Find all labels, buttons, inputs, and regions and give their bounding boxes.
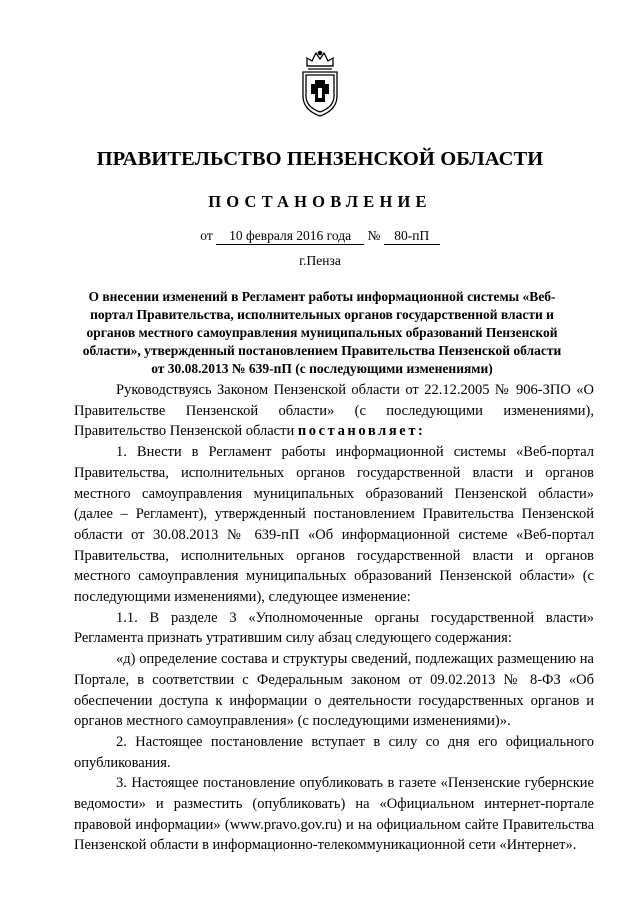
penza-coat-of-arms-icon <box>296 50 344 118</box>
quoted-paragraph: «д) определение состава и структуры сведений, подлежащих размещению на Портале, в соответствии с Федеральным законом от 09.02.2013 № 8-ФЗ «Об обеспечении доступа к информации о деятельности государственных органов и органов местного самоуправления» (с последующими изменениями)». <box>74 651 594 730</box>
city: г.Пенза <box>299 253 341 268</box>
document-date: 10 февраля 2016 года <box>216 228 364 245</box>
government-name: ПРАВИТЕЛЬСТВО ПЕНЗЕНСКОЙ ОБЛАСТИ <box>96 148 544 170</box>
from-label: от <box>200 228 213 243</box>
document-body <box>74 380 594 856</box>
intro-text: Руководствуясь Законом Пензенской области от 22.12.2005 № 906-ЗПО «О Правительстве Пензенской области» (с последующими изменениями), Правительство Пензенской области <box>74 382 594 440</box>
paragraph-3: 3. Настоящее постановление опубликовать в газете «Пензенские губернские ведомости» и разместить (опубликовать) на «Официальном интернет-портале правовой информации» (www.pravo.gov.ru) и на официальном сайте Правительства Пензенской области в информационно-телекоммуникационной сети «Интернет». <box>74 775 594 854</box>
resolution-word: постановляет: <box>297 423 426 440</box>
number-label: № <box>367 228 381 243</box>
document-number: 80-пП <box>384 228 440 245</box>
paragraph-1: 1. Внести в Регламент работы информационной системы «Веб-портал Правительства, исполнительных органов государственной власти и органов местного самоуправления муниципальных образований Пензенской области» (далее – Регламент), утвержденный постановлением Правительства Пензенской области от 30.08.2013 № 639-пП «Об информационной системе «Веб-портал Правительства, исполнительных органов государственной власти и органов местного самоуправления муниципальных образований Пензенской области» (с последующими изменениями), следующее изменение: <box>74 444 594 606</box>
intro-paragraph <box>74 380 594 442</box>
paragraph-2: 2. Настоящее постановление вступает в силу со дня его официального опубликования. <box>74 733 594 771</box>
paragraph-1-1: 1.1. В разделе 3 «Уполномоченные органы государственной власти» Регламента признать утратившим силу абзац следующего содержания: <box>74 609 594 647</box>
date-number-line <box>0 228 640 245</box>
document-heading: О внесении изменений в Регламент работы информационной системы «Веб-портал Правительства, исполнительных органов государственной власти и органов местного самоуправления муниципальных образований Пензенской области», утвержденный постановлением Правительства Пензенской области от 30.08.2013 № 639-пП (с последующими изменениями) <box>82 289 562 376</box>
document-type: ПОСТАНОВЛЕНИЕ <box>208 192 432 211</box>
